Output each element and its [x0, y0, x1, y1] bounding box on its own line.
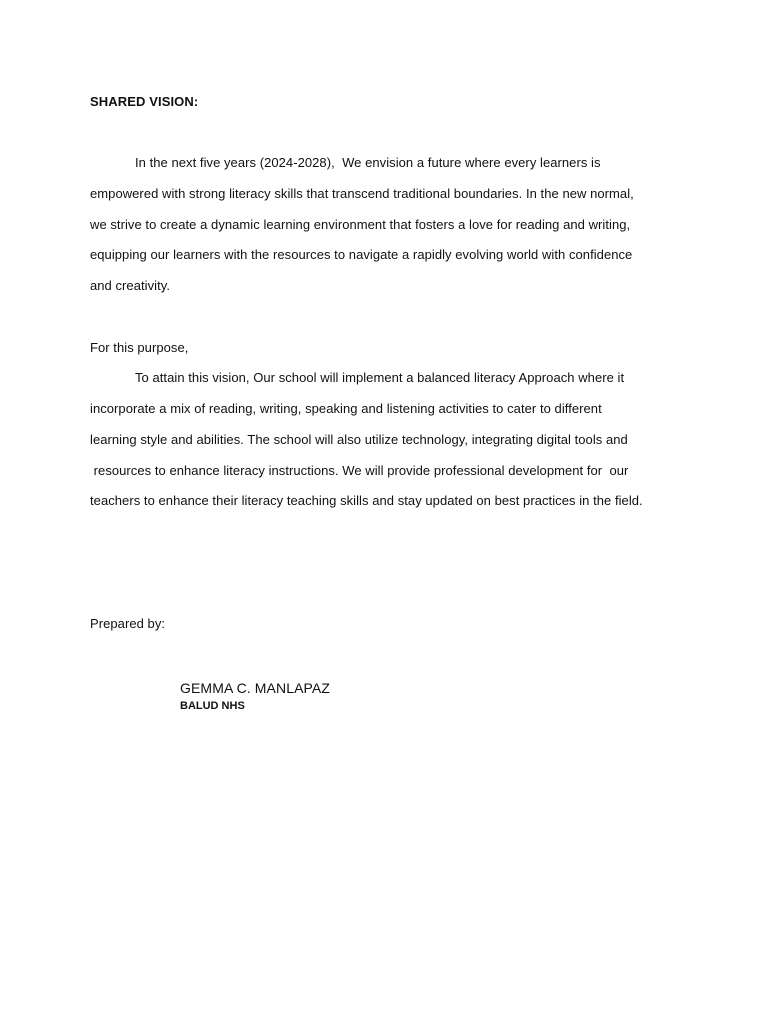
- prepared-by-label: Prepared by:: [90, 616, 166, 631]
- paragraph2-line: teachers to enhance their literacy teaching skills and stay updated on best practices in the field.: [90, 493, 643, 508]
- signer-organization: BALUD NHS: [180, 700, 245, 712]
- purpose-intro: For this purpose,: [90, 340, 189, 355]
- paragraph2-line: resources to enhance literacy instructions. We will provide professional development for our: [90, 463, 629, 478]
- paragraph1-line: and creativity.: [90, 278, 170, 293]
- paragraph1-line: equipping our learners with the resources to navigate a rapidly evolving world with confidence: [90, 247, 633, 262]
- paragraph2-line: To attain this vision, Our school will implement a balanced literacy Approach where it: [135, 370, 625, 385]
- paragraph2-line: learning style and abilities. The school will also utilize technology, integrating digital tools and: [90, 432, 628, 447]
- paragraph1-line: empowered with strong literacy skills that transcend traditional boundaries. In the new normal,: [90, 186, 634, 201]
- section-heading: SHARED VISION:: [90, 94, 199, 109]
- signer-name: GEMMA C. MANLAPAZ: [180, 680, 331, 696]
- paragraph2-line: incorporate a mix of reading, writing, speaking and listening activities to cater to different: [90, 401, 602, 416]
- paragraph1-line: we strive to create a dynamic learning environment that fosters a love for reading and writing,: [90, 217, 631, 232]
- paragraph1-line: In the next five years (2024-2028), We envision a future where every learners is: [135, 155, 601, 170]
